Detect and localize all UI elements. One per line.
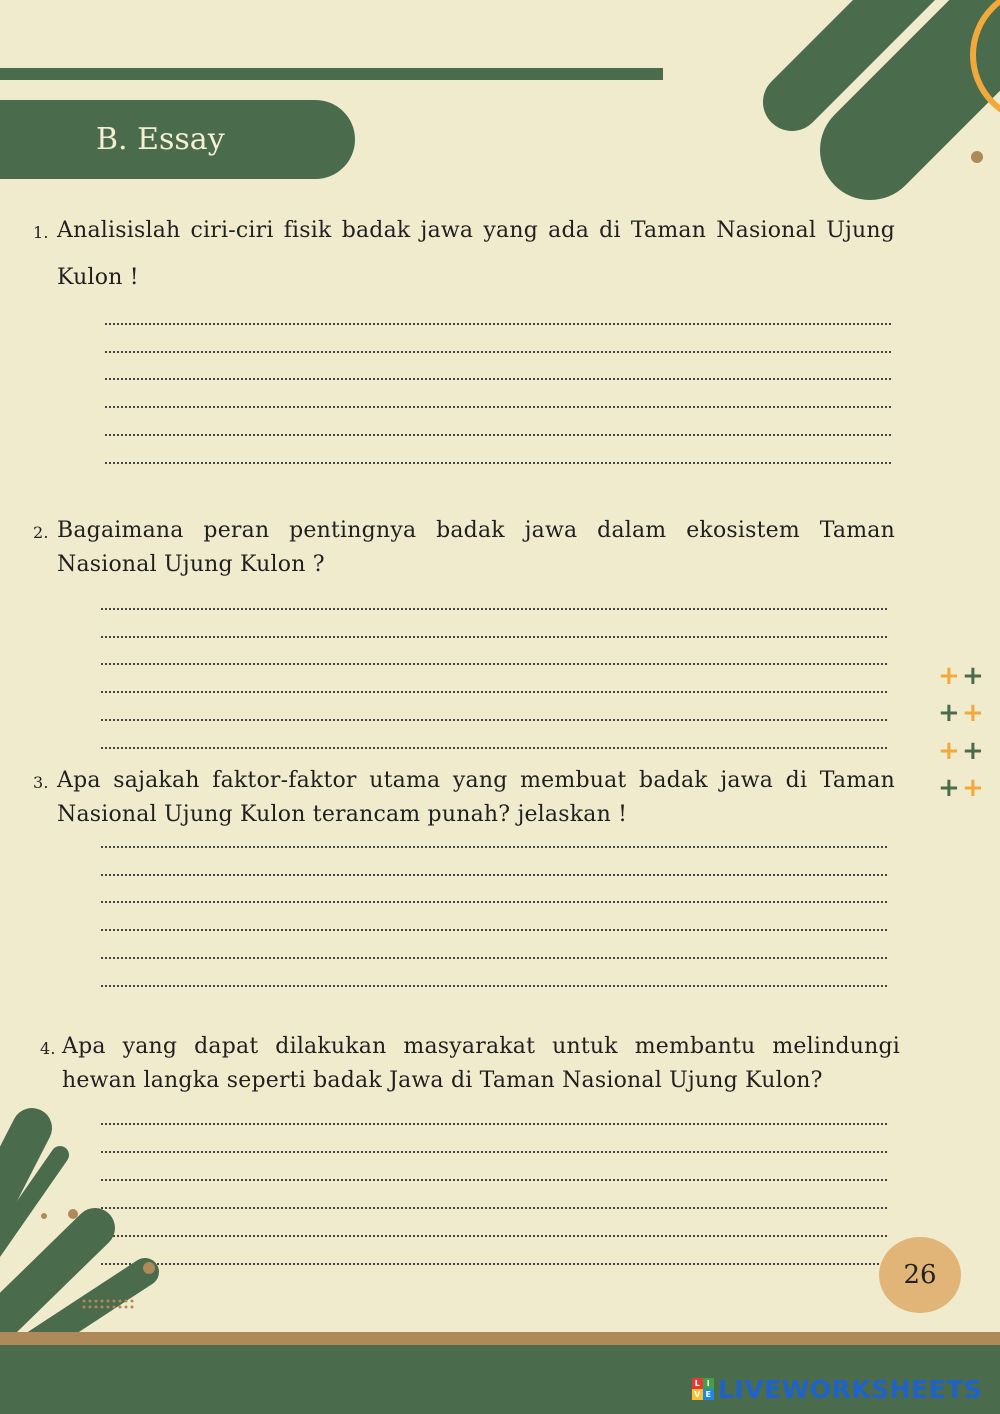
answer-line[interactable] [105,406,891,408]
answer-line[interactable] [105,351,891,353]
question-number: 4. [40,1039,56,1058]
answer-line[interactable] [101,608,887,610]
liveworksheets-logo-icon [692,1378,714,1400]
section-title [0,100,355,179]
answer-line[interactable] [101,636,887,638]
answer-line[interactable] [101,691,887,693]
question-text-line: Bagaimana peran pentingnya badak jawa dalam ekosistem Taman [57,518,895,543]
answer-line[interactable] [101,1263,887,1265]
answer-line[interactable] [105,462,891,464]
top-right-decoration [750,0,1000,210]
answer-line[interactable] [101,929,887,931]
question-number: 3. [33,773,49,792]
answer-line[interactable] [101,1235,887,1237]
plus-icon: + [962,736,984,766]
question-text-line: hewan langka seperti badak Jawa di Taman Nasional Ujung Kulon? [62,1068,823,1093]
section-title-text: B. Essay [96,122,225,157]
logo-letter: L [692,1378,703,1389]
answer-line[interactable] [101,985,887,987]
footer-accent-bar [0,1332,1000,1345]
answer-line[interactable] [101,1123,887,1125]
question-2 [33,518,895,588]
answer-line[interactable] [101,874,887,876]
answer-line[interactable] [101,747,887,749]
question-text-line: Kulon ! [57,265,139,290]
answer-line[interactable] [101,1179,887,1181]
page-number: 26 [879,1237,961,1313]
top-decorative-bar [0,68,663,80]
question-text-line: Apa yang dapat dilakukan masyarakat untuk membantu melindungi [62,1034,900,1059]
plus-icon: + [938,773,960,803]
liveworksheets-brand[interactable] [692,1374,982,1404]
answer-line[interactable] [101,1151,887,1153]
answer-line[interactable] [101,1207,887,1209]
plus-icon: + [938,698,960,728]
plus-icon: + [962,773,984,803]
logo-letter: I [703,1378,714,1389]
question-4 [40,1034,900,1104]
question-number: 1. [33,223,49,242]
plus-icon: + [938,736,960,766]
bottom-left-graphic [0,1100,160,1332]
plus-icon: + [962,661,984,691]
question-text-line: Nasional Ujung Kulon ? [57,552,325,577]
question-3 [33,768,895,838]
logo-letter: V [692,1389,703,1400]
answer-line[interactable] [101,719,887,721]
answer-line[interactable] [101,663,887,665]
question-number: 2. [33,523,49,542]
question-text-line: Apa sajakah faktor-faktor utama yang membuat badak jawa di Taman [57,768,895,793]
answer-line[interactable] [105,323,891,325]
answer-line[interactable] [105,378,891,380]
question-text-line: Nasional Ujung Kulon terancam punah? jelaskan ! [57,802,628,827]
question-text-line: Analisislah ciri-ciri fisik badak jawa yang ada di Taman Nasional Ujung [57,218,895,243]
logo-letter: E [703,1389,714,1400]
answer-line[interactable] [105,434,891,436]
answer-line[interactable] [101,901,887,903]
question-1 [33,218,895,308]
answer-line[interactable] [101,846,887,848]
plus-icon: + [938,661,960,691]
plus-icon: + [962,698,984,728]
answer-line[interactable] [101,957,887,959]
brand-text: LIVEWORKSHEETS [718,1374,983,1404]
